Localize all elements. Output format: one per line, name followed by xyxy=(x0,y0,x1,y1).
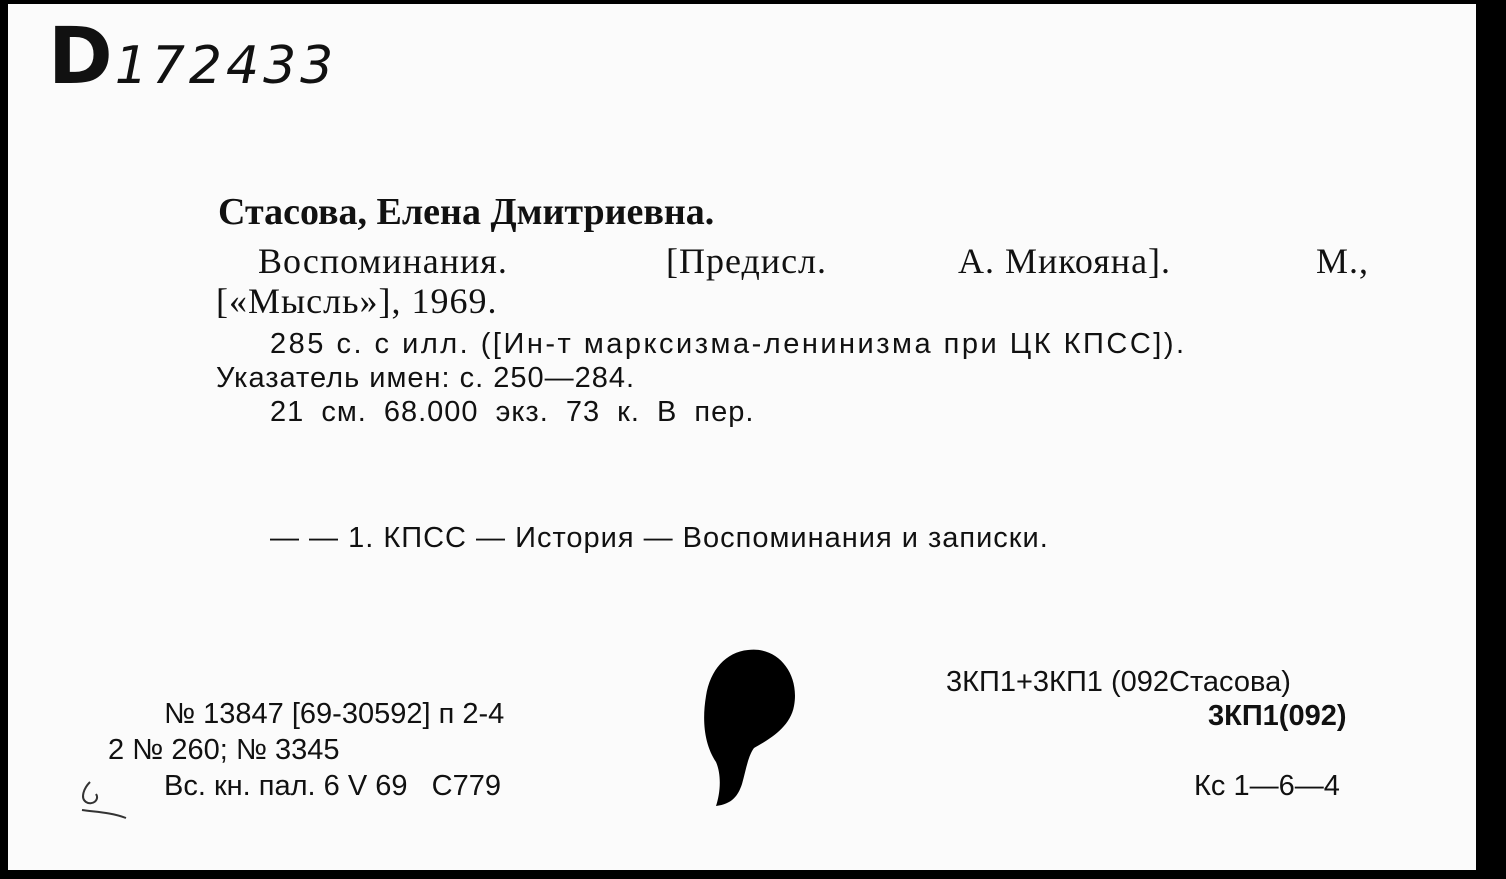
author-heading: Стасова, Елена Дмитриевна. xyxy=(218,191,715,233)
size-line: 21 см. 68.000 экз. 73 к. В пер. xyxy=(270,396,755,428)
footer-left-line-2: 2 № 260; № 3345 xyxy=(108,734,340,766)
classification-1: 3КП1+3КП1 (092Стасова) xyxy=(946,666,1291,698)
handwritten-mark xyxy=(74,776,134,826)
title-word-3: А. Микояна]. xyxy=(958,241,1172,281)
subject-line: — — 1. КПСС — История — Воспоминания и записки. xyxy=(270,522,1049,554)
title-word-2: [Предисл. xyxy=(666,241,828,281)
classification-2: 3КП1(092) xyxy=(1208,700,1347,732)
title-word-4: М., xyxy=(1316,241,1370,281)
catalog-card xyxy=(8,4,1476,870)
call-number xyxy=(48,12,337,102)
publisher-line: [«Мысль»], 1969. xyxy=(216,281,498,321)
title-word-1: Воспоминания. xyxy=(258,241,508,281)
footer-left-line-1: № 13847 [69-30592] п 2-4 xyxy=(164,698,505,730)
card-code: Кс 1—6—4 xyxy=(1194,770,1340,802)
punch-hole-shadow xyxy=(698,644,808,814)
pages-line: 285 с. с илл. ([Ин-т марксизма-ленинизма при ЦК КПСС]). xyxy=(270,328,1187,360)
call-number-prefix: D xyxy=(48,12,115,102)
index-line: Указатель имен: с. 250—284. xyxy=(216,362,636,394)
footer-left-line-3: Вс. кн. пал. 6 V 69 С779 xyxy=(164,770,501,802)
call-number-digits: 172433 xyxy=(114,36,338,96)
scan-edge xyxy=(1476,0,1506,879)
